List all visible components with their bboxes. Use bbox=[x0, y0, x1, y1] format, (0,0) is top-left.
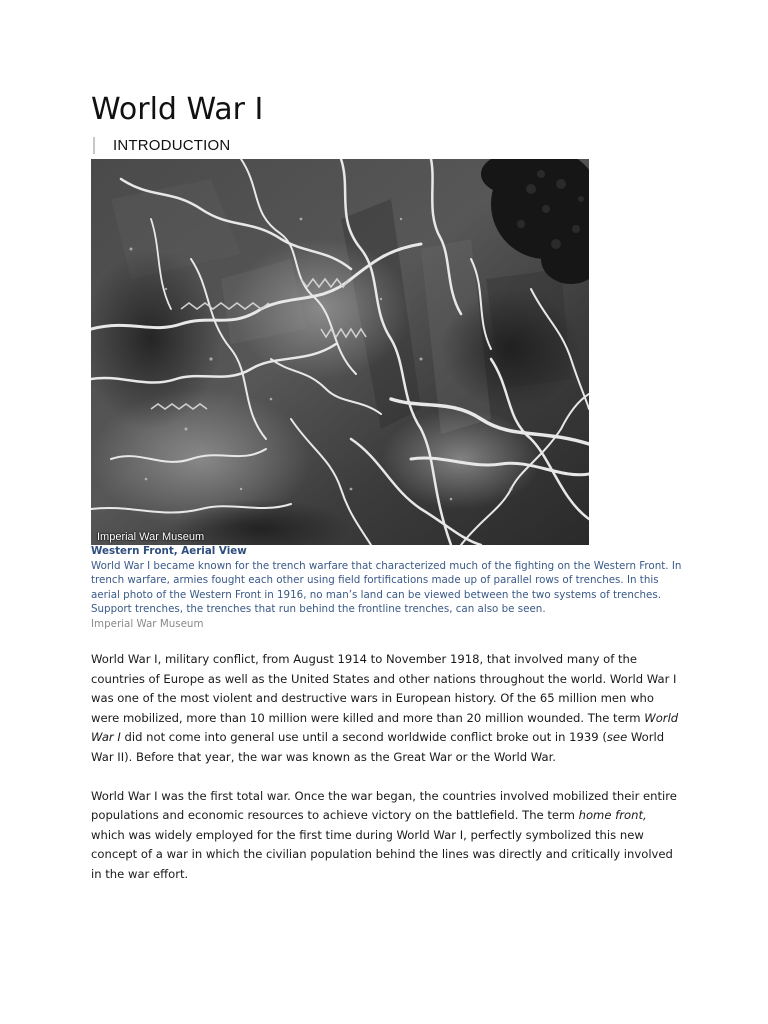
aerial-photo bbox=[91, 159, 589, 545]
term-world-war-i: World War I bbox=[91, 710, 679, 744]
section-heading bbox=[91, 133, 230, 157]
caption-source: Imperial War Museum bbox=[91, 617, 204, 630]
see-reference: see bbox=[606, 730, 628, 744]
section-divider bbox=[93, 137, 95, 154]
term-home-front: home front, bbox=[578, 808, 647, 822]
figure-caption bbox=[91, 544, 683, 631]
paragraph-2-text-a: World War I was the first total war. Once the war began, the countries involved mobilized their entire populations and economic resources to achieve victory on the battlefield. The term bbox=[91, 788, 677, 822]
article-body bbox=[91, 650, 681, 904]
caption-title: Western Front, Aerial View bbox=[91, 545, 247, 557]
page-title: World War I bbox=[91, 92, 264, 127]
paragraph-1-text-e: World War II). Before that year, the war was known as the Great War or the World War. bbox=[91, 730, 665, 764]
paragraph-1-text-c: did not come into general use until a second worldwide conflict broke out in 1939 ( bbox=[120, 730, 607, 744]
paragraph-2-text-c: which was widely employed for the first time during World War I, perfectly symbolized this new concept of a war in which the civilian population behind the lines was directly and critically involved in the war effort. bbox=[91, 827, 673, 881]
paragraph-1-text-a: World War I, military conflict, from August 1914 to November 1918, that involved many of the countries of Europe as well as the United States and other nations throughout the world. World War I was one of the most violent and destructive wars in European history. Of the 65 million men who were mobilized, more than 10 million were killed and more than 20 million wounded. The term bbox=[91, 652, 677, 725]
photo-credit-overlay: Imperial War Museum bbox=[97, 531, 205, 543]
paragraph-1 bbox=[91, 650, 681, 767]
caption-text: World War I became known for the trench warfare that characterized much of the fighting on the Western Front. In trench warfare, armies fought each other using field fortifications made up of parallel rows of trenches. In this aerial photo of the Western Front in 1916, no man’s land can be viewed between the two systems of trenches. Support trenches, the trenches that run behind the frontline trenches, can also be seen. bbox=[91, 559, 682, 615]
paragraph-2 bbox=[91, 787, 681, 885]
section-title: INTRODUCTION bbox=[113, 136, 231, 154]
aerial-photo-image bbox=[91, 159, 589, 545]
